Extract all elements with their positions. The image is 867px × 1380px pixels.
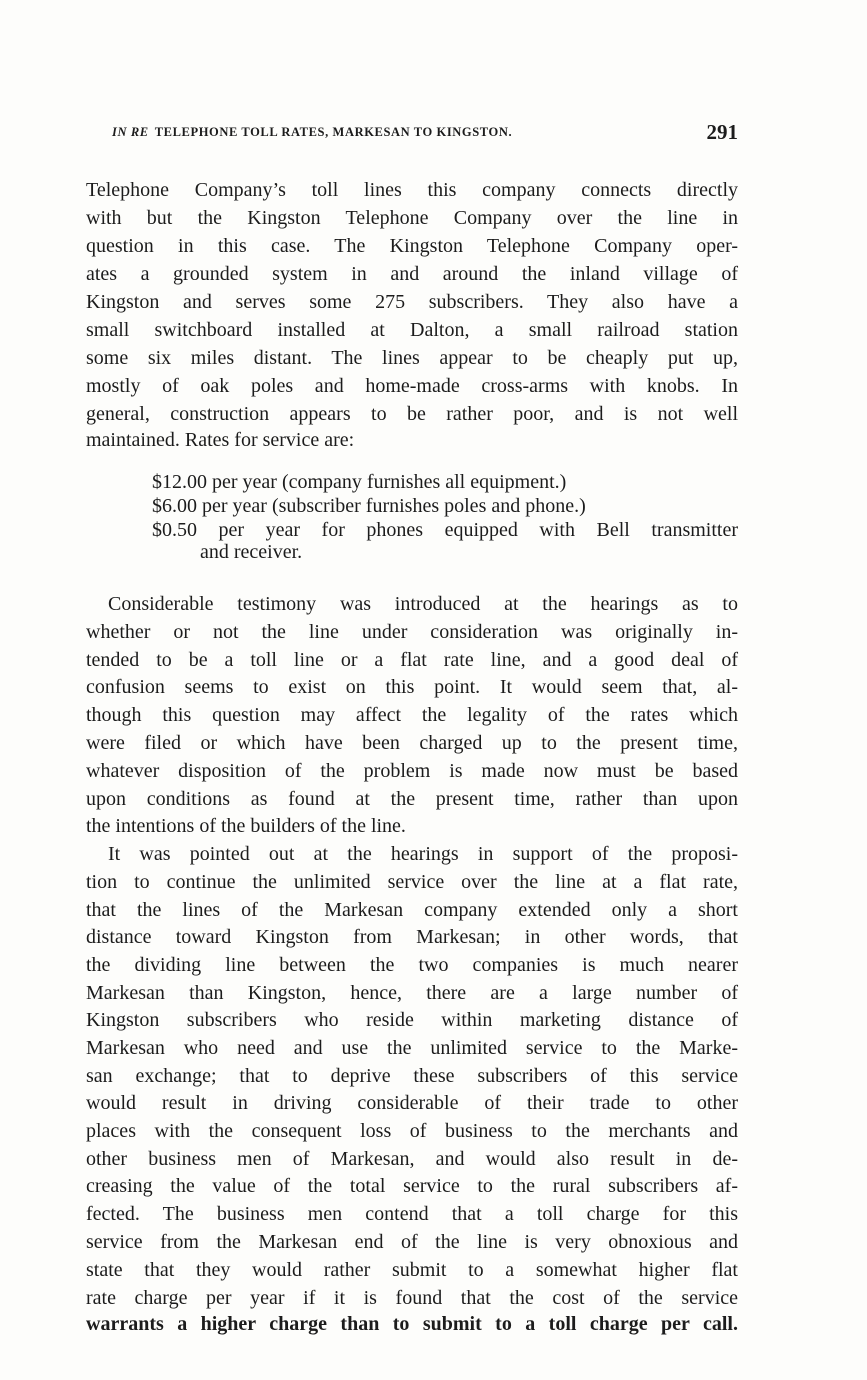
- text-line: tion to continue the unlimited service over the line at a flat rate,: [86, 871, 738, 893]
- text-line: warrants a higher charge than to submit to a toll charge per call.: [86, 1313, 738, 1335]
- text-line: state that they would rather submit to a somewhat higher flat: [86, 1259, 738, 1281]
- text-line: some six miles distant. The lines appear to be cheaply put up,: [86, 347, 738, 369]
- text-line: confusion seems to exist on this point. It would seem that, al-: [86, 676, 738, 698]
- text-line: whatever disposition of the problem is made now must be based: [86, 760, 738, 782]
- text-line: Telephone Company’s toll lines this company connects directly: [86, 179, 738, 201]
- page-number: 291: [706, 120, 738, 144]
- text-line: the dividing line between the two companies is much nearer: [86, 954, 738, 976]
- text-line: Considerable testimony was introduced at the hearings as to: [108, 593, 738, 615]
- running-title: [112, 125, 512, 140]
- running-title-text: TELEPHONE TOLL RATES, MARKESAN TO KINGSTON.: [154, 125, 513, 139]
- text-line: creasing the value of the total service to the rural subscribers af-: [86, 1175, 738, 1197]
- rate-item-continuation: and receiver.: [200, 541, 303, 563]
- text-line: upon conditions as found at the present time, rather than upon: [86, 788, 738, 810]
- text-line: Markesan than Kingston, hence, there are a large number of: [86, 982, 738, 1004]
- rate-item: $12.00 per year (company furnishes all equipment.): [152, 471, 567, 493]
- text-line: maintained. Rates for service are:: [86, 429, 355, 451]
- text-line: places with the consequent loss of business to the merchants and: [86, 1120, 738, 1142]
- text-line: ates a grounded system in and around the inland village of: [86, 263, 738, 285]
- text-line: Markesan who need and use the unlimited service to the Marke-: [86, 1037, 738, 1059]
- text-line: that the lines of the Markesan company extended only a short: [86, 899, 738, 921]
- text-line: with but the Kingston Telephone Company over the line in: [86, 207, 738, 229]
- text-line: small switchboard installed at Dalton, a small railroad station: [86, 319, 738, 341]
- text-line: whether or not the line under consideration was originally in-: [86, 621, 738, 643]
- text-line: the intentions of the builders of the line.: [86, 815, 406, 837]
- text-line: question in this case. The Kingston Telephone Company oper-: [86, 235, 738, 257]
- text-line: though this question may affect the legality of the rates which: [86, 704, 738, 726]
- rate-item: $0.50 per year for phones equipped with Bell transmitter: [152, 519, 738, 541]
- text-line: other business men of Markesan, and would also result in de-: [86, 1148, 738, 1170]
- running-title-italic: IN RE: [112, 125, 149, 139]
- rate-item: $6.00 per year (subscriber furnishes poles and phone.): [152, 495, 586, 517]
- running-header: [112, 120, 738, 150]
- text-line: san exchange; that to deprive these subscribers of this service: [86, 1065, 738, 1087]
- text-line: rate charge per year if it is found that the cost of the service: [86, 1287, 738, 1309]
- text-line: fected. The business men contend that a toll charge for this: [86, 1203, 738, 1225]
- text-line: general, construction appears to be rather poor, and is not well: [86, 403, 738, 425]
- text-line: Kingston and serves some 275 subscribers. They also have a: [86, 291, 738, 313]
- text-line: were filed or which have been charged up to the present time,: [86, 732, 738, 754]
- text-line: Kingston subscribers who reside within marketing distance of: [86, 1009, 738, 1031]
- text-line: mostly of oak poles and home-made cross-arms with knobs. In: [86, 375, 738, 397]
- text-line: service from the Markesan end of the line is very obnoxious and: [86, 1231, 738, 1253]
- text-line: It was pointed out at the hearings in support of the proposi-: [108, 843, 738, 865]
- text-line: would result in driving considerable of their trade to other: [86, 1092, 738, 1114]
- text-line: distance toward Kingston from Markesan; in other words, that: [86, 926, 738, 948]
- text-line: tended to be a toll line or a flat rate line, and a good deal of: [86, 649, 738, 671]
